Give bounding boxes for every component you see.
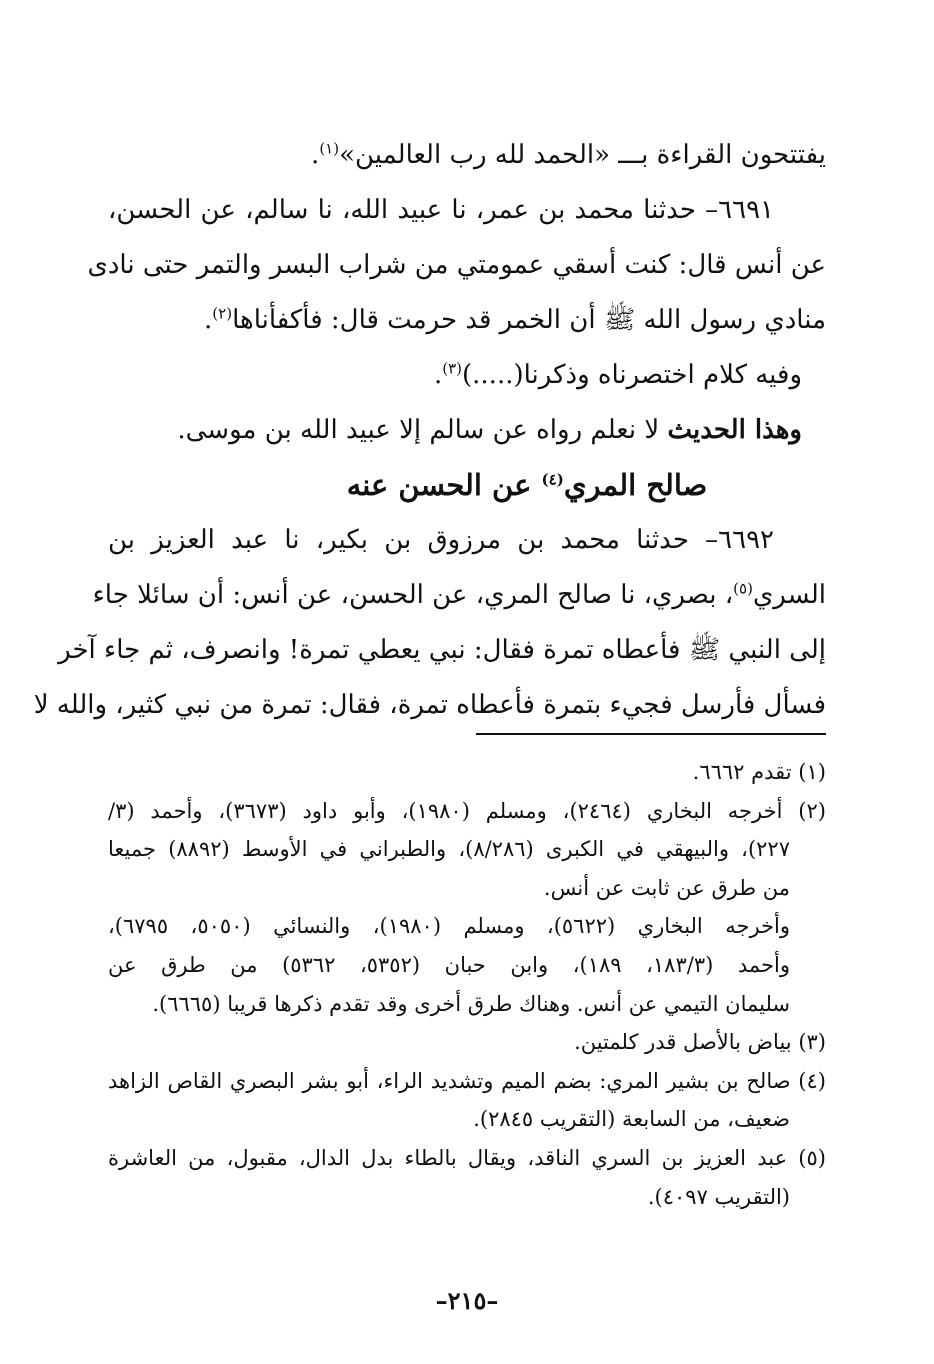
hadith-6692-line: ٦٦٩٢– حدثنا محمد بن مرزوق بن بكير، نا عبد العزيز بن	[108, 525, 774, 555]
footnote-2-cont: ٢٢٧)، والبيهقي في الكبرى (٨/٢٨٦)، والطبراني في الأوسط (٨٨٩٢) جميعا	[108, 837, 790, 862]
footnote-3: (٣) بياض بالأصل قدر كلمتين.	[574, 1030, 826, 1055]
text-line: وهذا الحديث لا نعلم رواه عن سالم إلا عبيد الله بن موسى.	[177, 415, 802, 445]
text-line: عن أنس قال: كنت أسقي عمومتي من شراب البسر والتمر حتى نادى	[87, 250, 826, 280]
footnote-ref: (١)	[319, 139, 340, 158]
footnote-ref: (٥)	[733, 579, 753, 598]
text-line: وفيه كلام اختصرناه وذكرنا(.....)$^{(٣)}$.	[433, 359, 802, 390]
footnote-1: (١) تقدم ٦٦٦٢.	[692, 760, 826, 784]
footnote-ref: (٤)	[541, 470, 564, 489]
footnote-2: (٢) أخرجه البخاري (٢٤٦٤)، ومسلم (١٩٨٠)، وأبو داود (٣٦٧٣)، وأحمد (٣/	[108, 798, 826, 823]
text-line: يفتتحون القراءة بـــ «الحمد لله رب العالمين»$^{(١)}$.	[311, 139, 826, 170]
text-line: إلى النبي ﷺ فأعطاه تمرة فقال: نبي يعطي تمرة! وانصرف، ثم جاء آخر	[58, 635, 826, 665]
section-heading: صالح المري$^{(٤)}$ عن الحسن عنه	[346, 468, 708, 502]
bold-phrase: وهذا الحديث	[667, 415, 802, 445]
footnote-2-cont: وأخرجه البخاري (٥٦٢٢)، ومسلم (١٩٨٠)، والنسائي (٥٠٥٠، ٦٧٩٥)،	[108, 914, 790, 939]
main-text	[33, 128, 826, 733]
page-number: –٢١٥–	[435, 1286, 499, 1315]
footnote-2-cont: سليمان التيمي عن أنس. وهناك طرق أخرى وقد تقدم ذكرها قريبا (٦٦٦٥).	[152, 991, 790, 1016]
footnote-ref: (٢)	[212, 304, 233, 323]
footnotes	[108, 753, 826, 1216]
footnote-separator	[476, 733, 826, 735]
footnote-ref: (٣)	[442, 359, 462, 378]
footnote-4: (٤) صالح بن بشير المري: بضم الميم وتشديد الراء، أبو بشر البصري القاص الزاهد	[108, 1068, 826, 1093]
text-line: منادي رسول الله ﷺ أن الخمر قد حرمت قال: فأكفأناها$^{(٢)}$.	[204, 304, 826, 335]
footnote-2-cont: من طرق عن ثابت عن أنس.	[543, 875, 790, 900]
text-line: السري$^{(٥)}$، بصري، نا صالح المري، عن الحسن، عن أنس: أن سائلا جاء	[92, 579, 826, 610]
hadith-6691-line: ٦٦٩١– حدثنا محمد بن عمر، نا عبيد الله، نا سالم، عن الحسن،	[108, 195, 774, 225]
footnote-5-cont: (التقريب ٤٠٩٧).	[647, 1184, 790, 1209]
footnote-4-cont: ضعيف، من السابعة (التقريب ٢٨٤٥).	[473, 1107, 790, 1132]
footnote-5: (٥) عبد العزيز بن السري الناقد، ويقال بالطاء بدل الدال، مقبول، من العاشرة	[108, 1145, 826, 1170]
footnote-2-cont: وأحمد (١٨٣/٣، ١٨٩)، وابن حبان (٥٣٥٢، ٥٣٦٢) من طرق عن	[108, 952, 790, 977]
text-line: فسأل فأرسل فجيء بتمرة فأعطاه تمرة، فقال: تمرة من نبي كثير، والله لا	[33, 690, 826, 720]
